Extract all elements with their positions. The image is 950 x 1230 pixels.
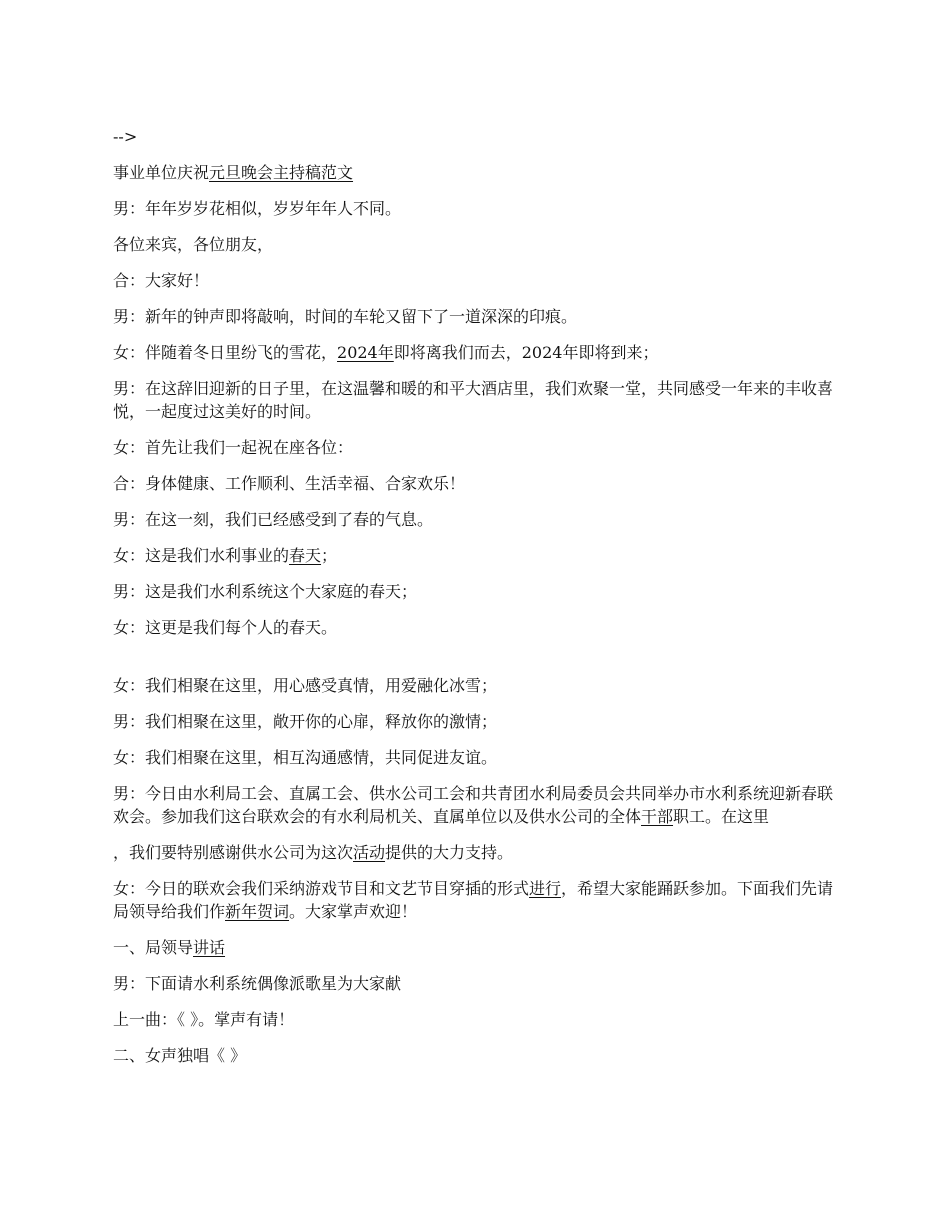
script-paragraph bbox=[113, 544, 843, 567]
hyperlink-text[interactable]: 干部 bbox=[641, 807, 674, 826]
hyperlink-text[interactable]: 春天 bbox=[289, 546, 322, 565]
paragraph-text: 二、女声独唱《 》 bbox=[113, 1046, 247, 1065]
script-paragraph bbox=[113, 580, 843, 603]
paragraph-text: 女：这是我们水利事业的 bbox=[113, 546, 290, 565]
script-paragraph bbox=[113, 305, 843, 328]
paragraph-text: 。大家掌声欢迎！ bbox=[289, 902, 418, 921]
script-paragraph bbox=[113, 508, 843, 531]
paragraph-text: 即将离我们而去，2024年即将到来； bbox=[393, 343, 659, 362]
hyperlink-text[interactable]: 进行 bbox=[529, 879, 562, 898]
paragraph-text: ，希望大家能踊跃参加。下面我们先请局领导给我们作 bbox=[113, 879, 834, 921]
paragraph-text: 男：在这辞旧迎新的日子里，在这温馨和暖的和平大酒店里，我们欢聚一堂，共同感受一年来的丰收喜悦，一起度过这美好的时间。 bbox=[113, 379, 834, 421]
paragraph-text: 上一曲：《 》。掌声有请！ bbox=[113, 1010, 295, 1029]
script-paragraph bbox=[113, 472, 843, 495]
hyperlink-text[interactable]: 活动 bbox=[353, 843, 386, 862]
paragraph-text: 各位来宾，各位朋友， bbox=[113, 235, 274, 254]
script-paragraph bbox=[113, 877, 843, 923]
script-paragraph bbox=[113, 269, 843, 292]
document-page bbox=[113, 125, 843, 1080]
script-paragraph bbox=[113, 197, 843, 220]
script-paragraph bbox=[113, 841, 843, 864]
paragraph-text: 男：新年的钟声即将敲响，时间的车轮又留下了一道深深的印痕。 bbox=[113, 307, 578, 326]
script-paragraph bbox=[113, 436, 843, 459]
paragraph-text: 女：伴随着冬日里纷飞的雪花， bbox=[113, 343, 338, 362]
hyperlink-text[interactable]: 元旦晚会主持稿范文 bbox=[209, 163, 354, 182]
script-paragraph bbox=[113, 972, 843, 995]
paragraph-text: 事业单位庆祝 bbox=[113, 163, 210, 182]
paragraph-text: ，我们要特别感谢供水公司为这次 bbox=[113, 843, 354, 862]
paragraph-text: 女：今日的联欢会我们采纳游戏节目和文艺节目穿插的形式 bbox=[113, 879, 530, 898]
script-paragraph bbox=[113, 233, 843, 256]
paragraph-text: 合：身体健康、工作顺利、生活幸福、合家欢乐！ bbox=[113, 474, 466, 493]
paragraph-text: 职工。在这里 bbox=[673, 807, 770, 826]
script-paragraph bbox=[113, 1044, 843, 1067]
paragraph-text: 男：年年岁岁花相似，岁岁年年人不同。 bbox=[113, 199, 402, 218]
paragraph-text: 提供的大力支持。 bbox=[385, 843, 514, 862]
paragraph-text: 女：我们相聚在这里，相互沟通感情，共同促进友谊。 bbox=[113, 748, 498, 767]
script-paragraph bbox=[113, 674, 843, 697]
hyperlink-text[interactable]: 2024年 bbox=[337, 343, 394, 362]
paragraph-text: 男：下面请水利系统偶像派歌星为大家献 bbox=[113, 974, 402, 993]
paragraph-text: ； bbox=[321, 546, 338, 565]
paragraph-text: 女：这更是我们每个人的春天。 bbox=[113, 618, 338, 637]
paragraph-text: 一、局领导 bbox=[113, 938, 194, 957]
paragraph-text: 男：我们相聚在这里，敞开你的心扉，释放你的激情； bbox=[113, 712, 498, 731]
script-paragraph bbox=[113, 746, 843, 769]
script-paragraph bbox=[113, 616, 843, 639]
paragraph-text: 男：今日由水利局工会、直属工会、供水公司工会和共青团水利局委员会共同举办市水利系统迎新春联欢会。参加我们这台联欢会的有水利局机关、直属单位以及供水公司的全体 bbox=[113, 784, 834, 826]
paragraph-text: 男：这是我们水利系统这个大家庭的春天； bbox=[113, 582, 418, 601]
script-paragraph bbox=[113, 782, 843, 828]
script-paragraph bbox=[113, 1008, 843, 1031]
document-title bbox=[113, 161, 843, 184]
paragraph-text: 女：首先让我们一起祝在座各位： bbox=[113, 438, 354, 457]
script-paragraph bbox=[113, 341, 843, 364]
comment-marker-text bbox=[113, 125, 843, 148]
paragraph-text: 男：在这一刻，我们已经感受到了春的气息。 bbox=[113, 510, 434, 529]
hyperlink-text[interactable]: 讲话 bbox=[193, 938, 226, 957]
paragraph-text: 女：我们相聚在这里，用心感受真情，用爱融化冰雪； bbox=[113, 676, 498, 695]
script-paragraph bbox=[113, 710, 843, 733]
script-paragraph bbox=[113, 377, 843, 423]
paragraph-text: --> bbox=[113, 127, 138, 146]
script-paragraph bbox=[113, 936, 843, 959]
paragraph-text: 合：大家好！ bbox=[113, 271, 210, 290]
hyperlink-text[interactable]: 新年贺词 bbox=[225, 902, 290, 921]
